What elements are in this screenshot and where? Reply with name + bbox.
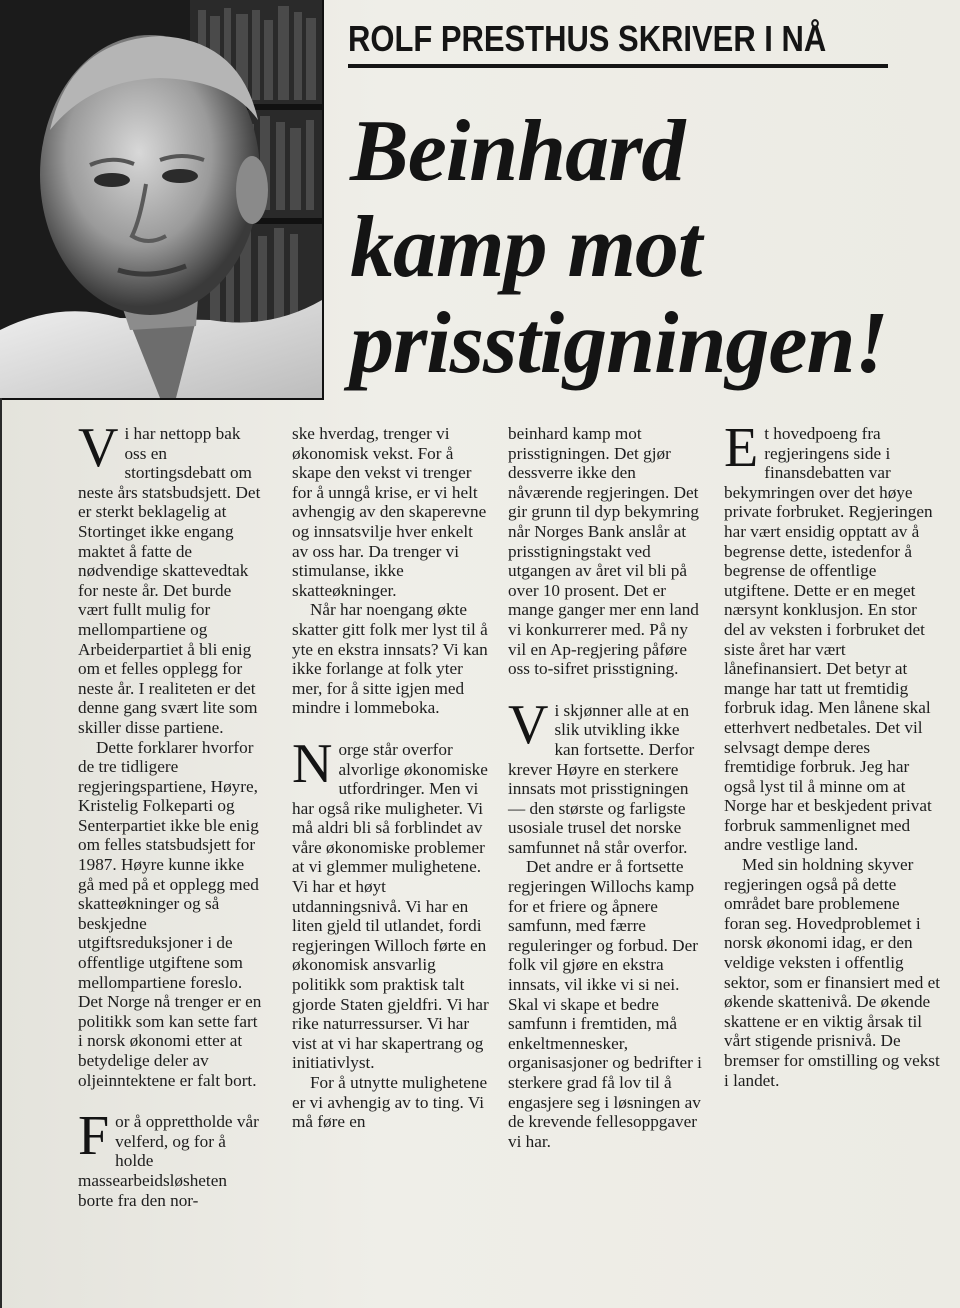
author-portrait-photo	[0, 0, 324, 400]
article-column-1	[78, 417, 264, 1210]
paragraph: Dette forklarer hvorfor de tre tidligere regjeringspartiene, Høyre, Kristelig Folkeparti og Senterpartiet ikke ble enig om felles statsbudsjett for 1987. Høyre kunne ikke gå med på et opplegg med skatteøkninger og så beskjedne utgiftsreduksjoner i de offentlige utgiftene som mellompartiene foreslo. Det Norge nå trenger er en politikk som kan sette fart i norsk økonomi etter at betydelige deler av oljeinntektene er falt bort.	[78, 737, 262, 1090]
drop-cap: N	[292, 732, 333, 795]
headline-line-2: kamp mot	[350, 199, 702, 296]
paragraph: Med sin holdning skyver regjeringen også på dette området bare problemene foran seg. Hovedproblemet i norsk økonomi idag, er den veldige veksten i offentlig sektor, som er finansiert med et økende skattenivå. De økende skattene er en viktig årsak til vårt stigende prisnivå. De bremser for omstilling og vekst i landet.	[724, 855, 941, 1090]
paragraph	[78, 417, 264, 738]
headline-line-3: prisstigningen!	[350, 295, 888, 392]
kicker-rule	[348, 64, 888, 68]
drop-cap: E	[724, 417, 759, 479]
drop-cap: F	[78, 1105, 110, 1168]
article-column-4	[724, 417, 941, 1090]
paragraph-text: i skjønner alle at en slik utvikling ikke kan fortsette. Derfor krever Høyre en sterkere innsats mot prisstigningen — den største og farligste usosiale trusel det norske samfunnet nå står overfor.	[508, 700, 695, 857]
left-margin-rule	[0, 398, 2, 1308]
paragraph: Når har noengang økte skatter gitt folk mer lyst til å yte en ekstra innsats? Vi kan ikke forlange at folk yter mer, for å sitte igjen med mindre i lommeboka.	[292, 600, 488, 718]
paragraph: beinhard kamp mot prisstigningen. Det gjør dessverre ikke den nåværende regjeringen. Det gir grunn til dyp bekymring når Norges Bank anslår at prisstigningstakt ved utgangen av året vil bli på over 10 prosent. Det er mange ganger mer enn land vi konkurrerer med. På ny vil en Ap-regjering påføre oss to-sifret prisstigning.	[508, 424, 699, 679]
paragraph-text: i har nettopp bak oss en stortingsdebatt om neste års statsbudsjett. Det er sterkt beklagelig at Stortinget ikke engang maktet å fatte de nødvendige skattevedtak for neste år. Det burde vært fullt mulig for mellompartiene og Arbeiderpartiet å bli enig om et felles opplegg for neste år. I realiteten er det denne gang svært lite som skiller disse partiene.	[78, 424, 261, 737]
drop-cap: V	[508, 693, 549, 756]
article-column-2	[292, 424, 492, 1132]
paragraph	[508, 693, 708, 858]
headline	[350, 104, 950, 392]
article-column-3	[508, 424, 708, 1151]
paragraph: For å utnytte mulighetene er vi avhengig av to ting. Vi må føre en	[292, 1073, 488, 1132]
paragraph	[78, 1105, 264, 1210]
paragraph	[292, 732, 492, 1073]
headline-line-1: Beinhard	[350, 103, 685, 200]
kicker-heading: ROLF PRESTHUS SKRIVER I NÅ	[348, 18, 827, 59]
paragraph: Det andre er å fortsette regjeringen Willochs kamp for et friere og åpnere samfunn, med færre reguleringer og forbud. Der folk vil gjøre en ekstra innsats, vil ikke vi si nei. Skal vi skape et bedre samfunn i fremtiden, må enkeltmennesker, organisasjoner og bedrifter i sterkere grad få lov til å engasjere seg i løsningen av de krevende fellesoppgaver vi har.	[508, 857, 702, 1151]
paragraph-text: orge står overfor alvorlige økonomiske utfordringer. Men vi har også rike muligheter. Vi må aldri bli så forblindet av våre økonomiske problemer at vi glemmer mulighetene. Vi har et høyt utdanningsnivå. Vi har en liten gjeld til utlandet, fordi regjeringen Willoch førte en økonomisk ansvarlig politikk som praktisk talt gjorde Staten gjeldfri. Vi har rike naturressurser. Vi har vist at vi har skapertrang og initiativlyst.	[292, 739, 489, 1073]
paragraph: ske hverdag, trenger vi økonomisk vekst. For å skape den vekst vi trenger for å unngå krise, er vi helt avhengig av den skaperevne og innsatsvilje hver enkelt av oss har. Da trenger vi stimulanse, ikke skatteøkninger.	[292, 424, 487, 600]
paragraph-text: t hovedpoeng fra regjeringens side i finansdebatten var bekymringen over det høye private forbruket. Regjeringen har vært ensidig opptatt av å begrense dette, istedenfor å begrense de offentlige utgiftene. Dette er en meget nærsynt konklusjon. En stor del av veksten i forbruket det siste året har vært lånefinansiert. Det betyr at mange har tatt ut fremtidig forbruk idag. Men lånene skal etterhvert nedbetales. Det vil selvsagt dempe deres fremtidige forbruk. Jeg har også lyst til å minne om at Norge har et beskjedent privat forbruk sammenlignet med andre vestlige land.	[724, 424, 933, 855]
drop-cap: V	[78, 417, 119, 479]
paragraph-text: or å opprettholde vår velferd, og for å holde massearbeidsløsheten borte fra den nor-	[78, 1112, 259, 1210]
paragraph	[724, 417, 940, 855]
